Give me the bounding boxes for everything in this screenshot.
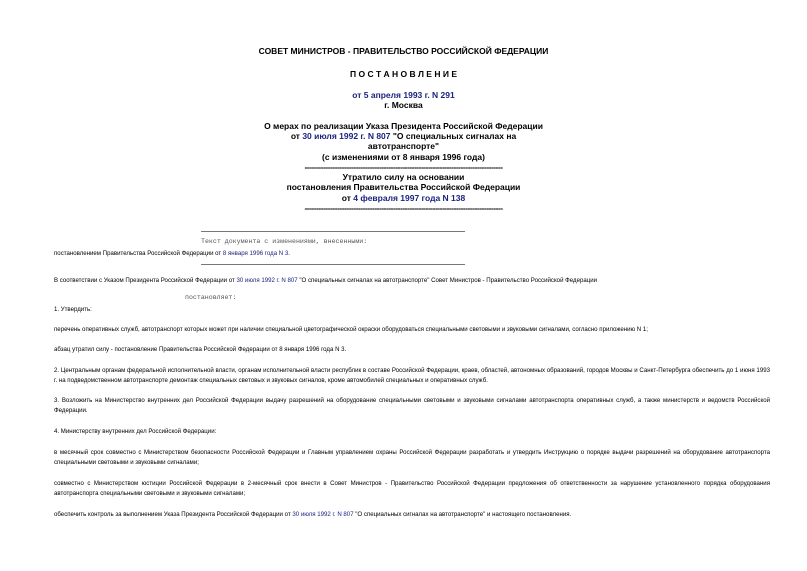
preamble-prefix: В соответствии с Указом Президента Российской Федерации от xyxy=(54,277,237,284)
resolves-label: постановляет: xyxy=(185,294,237,301)
void-line-1: Утратило силу на основании xyxy=(342,172,465,182)
para-4a: в месячный срок совместно с Министерством безопасности Российской Федерации и Главным управлением охраны Российской Федерации разработать и утвердить Инструкцию о порядке выдачи разрешений на оборудование автотранспорта специальными световыми и звуковыми сигналами; xyxy=(54,449,770,466)
void-line-3 xyxy=(0,193,807,203)
amend-text-prefix: постановлением Правительства Российской Федерации от xyxy=(54,250,223,257)
doc-title-line-3: автотранспорте" xyxy=(367,141,440,151)
para-4c-suffix: "О специальных сигналах на автотранспорте" и настоящего постановления. xyxy=(353,511,572,518)
title-prefix: от xyxy=(290,131,303,141)
amend-rule-bottom xyxy=(201,264,465,265)
doc-title-line-4: (с изменениями от 8 января 1996 года) xyxy=(322,152,485,162)
separator-bottom: ------------------------------------------------------------------------------------- xyxy=(304,203,503,213)
title-suffix: "О специальных сигналах на xyxy=(390,131,517,141)
amend-link[interactable]: 8 января 1996 года N 3 xyxy=(222,250,289,257)
doc-type-heading: П О С Т А Н О В Л Е Н И Е xyxy=(350,69,457,79)
amend-rule-top xyxy=(201,231,465,232)
para-4c-link[interactable]: 30 июля 1992 г. N 807 xyxy=(292,511,354,518)
issuer-heading: СОВЕТ МИНИСТРОВ - ПРАВИТЕЛЬСТВО РОССИЙСКОЙ ФЕДЕРАЦИИ xyxy=(258,46,549,56)
para-4c xyxy=(54,510,770,520)
preamble xyxy=(54,276,770,286)
para-3: 3. Возложить на Министерство внутренних дел Российской Федерации выдачу разрешений на оборудование специальными световыми и звуковыми сигналами автотранспорта оперативных служб, а также министерств и ведомств Российской Федерации. xyxy=(54,397,770,414)
preamble-suffix: "О специальных сигналах на автотранспорте" Совет Министров - Правительство Российской Федерации xyxy=(297,277,598,284)
decree-link[interactable]: 30 июля 1992 г. N 807 xyxy=(302,131,391,141)
para-1a: перечень оперативных служб, автотранспорт которых может при наличии специальной цветографической окраски оборудоваться специальными световыми и звуковыми сигналами, согласно приложению N 1; xyxy=(54,326,648,333)
para-4: 4. Министерству внутренних дел Российской Федерации: xyxy=(54,428,217,435)
repeal-link[interactable]: 4 февраля 1997 года N 138 xyxy=(353,193,466,203)
preamble-link[interactable]: 30 июля 1992 г. N 807 xyxy=(236,277,298,284)
doc-title-line-2 xyxy=(0,131,807,141)
doc-city: г. Москва xyxy=(384,100,423,110)
doc-title-line-1: О мерах по реализации Указа Президента Российской Федерации xyxy=(264,121,543,131)
doc-date-number[interactable]: от 5 апреля 1993 г. N 291 xyxy=(352,90,455,100)
amend-text-suffix: . xyxy=(288,250,290,257)
para-1: 1. Утвердить: xyxy=(54,306,92,313)
para-4c-prefix: обеспечить контроль за выполнением Указа Президента Российской Федерации от xyxy=(54,511,293,518)
void-line-2: постановления Правительства Российской Федерации xyxy=(286,182,521,192)
para-1b: абзац утратил силу - постановление Правительства Российской Федерации от 8 января 1996 года N 3. xyxy=(54,346,347,353)
separator-top: ------------------------------------------------------------------------------------- xyxy=(304,162,503,172)
amend-label: Текст документа с изменениями, внесенными: xyxy=(201,238,368,245)
amend-text xyxy=(54,249,770,259)
para-4b: совместно с Министерством юстиции Российской Федерации в 2-месячный срок внести в Совет Министров - Правительство Российской Федерации предложения об ответственности за нарушение установленного порядка оборудования автотранспорта специальными световыми и звуковыми сигналами; xyxy=(54,480,770,497)
para-2: 2. Центральным органам федеральной исполнительной власти, органам исполнительной власти республик в составе Российской Федерации, краев, областей, автономных образований, городов Москвы и Санкт-Петербурга обеспечить до 1 июня 1993 г. на подведомственном автотранспорте демонтаж специальных световых и звуковых сигналов, кроме автомобилей специальных и оперативных служб. xyxy=(54,367,770,384)
void-prefix: от xyxy=(341,193,354,203)
